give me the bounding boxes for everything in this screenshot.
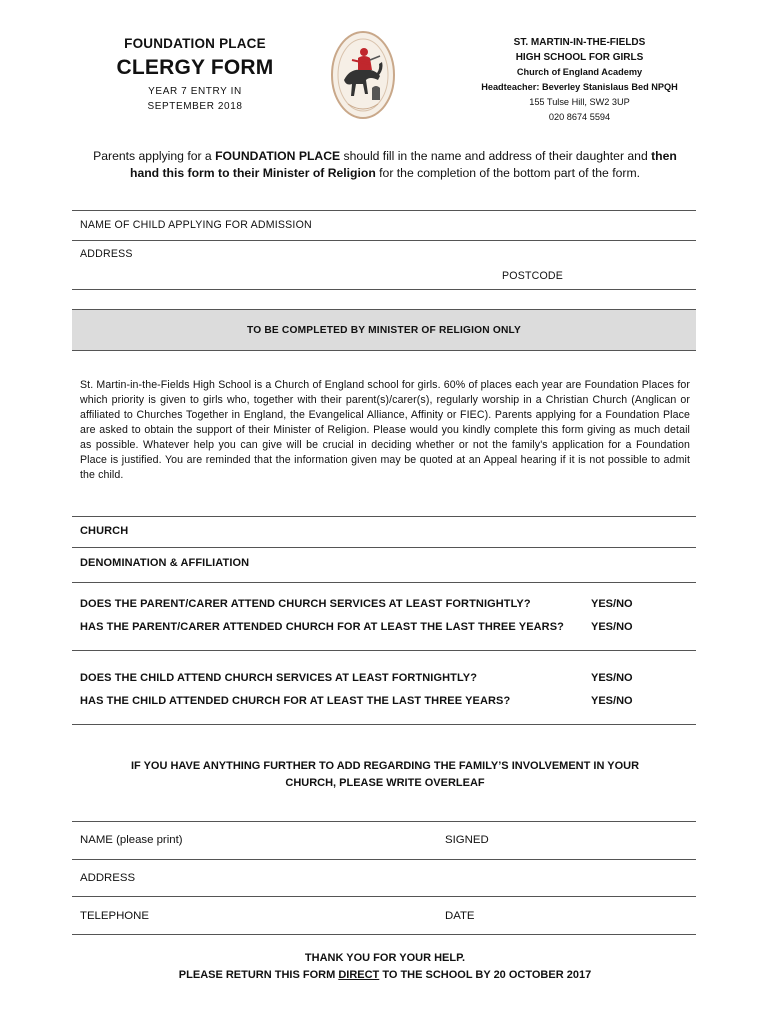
further-info-note [80,758,690,792]
divider [72,582,696,583]
form-title-block [90,36,300,114]
telephone-label: TELEPHONE [80,910,149,922]
answer-parent-three-years: YES/NO [591,621,633,633]
foundation-place-heading: FOUNDATION PLACE [124,36,266,51]
headteacher-line: Headteacher: Beverley Stanislaus Bed NPQH [481,82,678,92]
entry-date-line: SEPTEMBER 2018 [147,101,243,112]
entry-year-line: YEAR 7 ENTRY IN [148,86,242,97]
answer-child-fortnightly: YES/NO [591,672,633,684]
intro-bold-1: FOUNDATION PLACE [215,149,341,163]
divider [72,240,696,241]
school-phone: 020 8674 5594 [548,112,611,122]
minister-name-label: NAME (please print) [80,834,183,846]
school-name-line2: HIGH SCHOOL FOR GIRLS [515,52,644,63]
child-address-label: ADDRESS [80,248,133,260]
academy-line: Church of England Academy [516,67,643,77]
question-parent-fortnightly: DOES THE PARENT/CARER ATTEND CHURCH SERVICES AT LEAST FORTNIGHTLY? [80,598,531,610]
return-instructions [80,967,690,984]
divider [72,859,696,860]
divider [72,896,696,897]
school-crest-icon [330,30,396,120]
intro-text-1: Parents applying for a [93,149,216,163]
school-address-block [452,35,707,125]
school-address: 155 Tulse Hill, SW2 3UP [529,97,630,107]
intro-instructions [80,148,690,182]
question-child-three-years: HAS THE CHILD ATTENDED CHURCH FOR AT LEAST THE LAST THREE YEARS? [80,695,511,707]
school-name-line1: ST. MARTIN-IN-THE-FIELDS [513,37,646,48]
minister-section-band: TO BE COMPLETED BY MINISTER OF RELIGION ONLY [72,309,696,351]
further-note-line1: IF YOU HAVE ANYTHING FURTHER TO ADD REGARDING THE FAMILY’S INVOLVEMENT IN YOUR [130,760,640,772]
thank-you-line: THANK YOU FOR YOUR HELP. [304,952,466,964]
further-note-line2: CHURCH, PLEASE WRITE OVERLEAF [285,777,485,789]
divider [72,724,696,725]
return-direct: DIRECT [338,969,380,981]
intro-text-2: should fill in the name and address of their daughter and [340,149,652,163]
return-text-2: TO THE SCHOOL BY 20 OCTOBER 2017 [379,969,592,981]
child-name-label: NAME OF CHILD APPLYING FOR ADMISSION [80,219,312,231]
intro-bold-2: then hand this form to their Minister of Religion [130,149,677,180]
church-label: CHURCH [80,525,129,537]
clergy-form-title: CLERGY FORM [116,56,274,79]
divider [72,934,696,935]
divider [72,210,696,211]
signed-label: SIGNED [445,834,489,846]
postcode-label: POSTCODE [502,270,564,282]
minister-address-label: ADDRESS [80,872,136,884]
answer-child-three-years: YES/NO [591,695,633,707]
divider [72,650,696,651]
footer-note [80,950,690,984]
denomination-label: DENOMINATION & AFFILIATION [80,557,250,569]
divider [72,516,696,517]
divider [72,289,696,290]
foundation-info-paragraph: St. Martin-in-the-Fields High School is a Church of England school for girls. 60% of places each year are Foundation Places for which priority is given to girls who, together with their parent(s)/carer(s), regularly worship in a Christian Church (Anglican or affiliated to Churches Together in England, the Evangelical Alliance, Affinity or FIEC). Parents applying for a Foundation Place are asked to obtain the support of their Minister of Religion. Please would you kindly complete this form giving as much detail as possible. Whatever help you can give will be crucial in deciding whether or not the family's application for a Foundation Place is justified. You are reminded that the information given may be quoted at an Appeal hearing if it is not possible to admit the child. [80,379,690,481]
divider [72,821,696,822]
answer-parent-fortnightly: YES/NO [591,598,633,610]
return-text-1: PLEASE RETURN THIS FORM [178,969,339,981]
date-label: DATE [445,910,475,922]
intro-text-3: for the completion of the bottom part of the form. [375,166,640,180]
question-child-fortnightly: DOES THE CHILD ATTEND CHURCH SERVICES AT LEAST FORTNIGHTLY? [80,672,478,684]
question-parent-three-years: HAS THE PARENT/CARER ATTENDED CHURCH FOR AT LEAST THE LAST THREE YEARS? [80,621,564,633]
divider [72,547,696,548]
